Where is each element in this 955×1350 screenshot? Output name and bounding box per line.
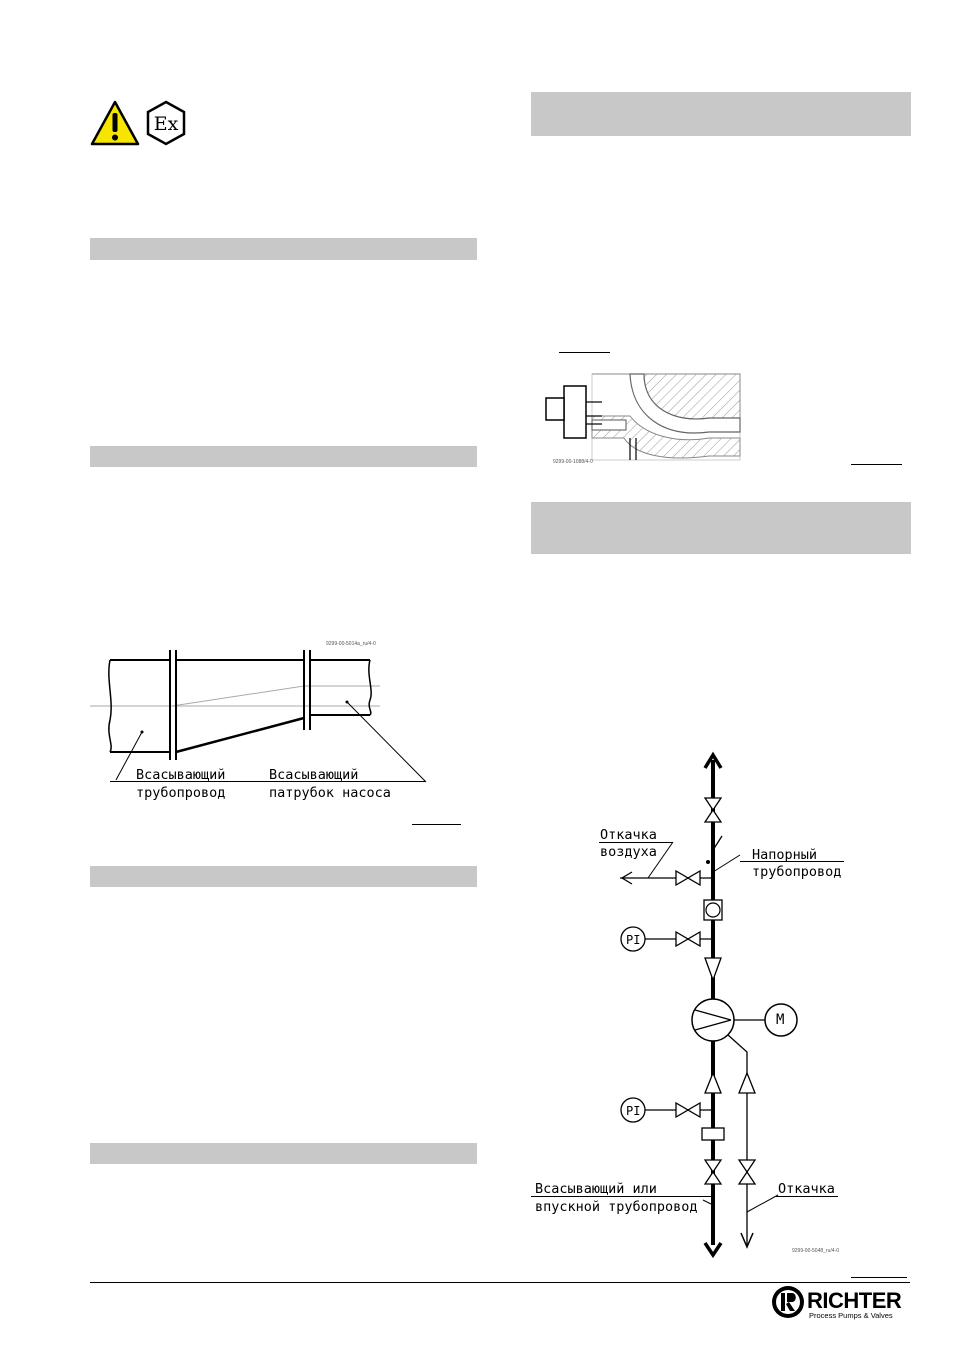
reducer-label-left-2: трубопровод [136, 785, 226, 801]
motor-label: M [776, 1012, 785, 1028]
reducer-label-underline [110, 781, 425, 782]
pressure-label-underline [740, 861, 844, 862]
brand-tagline: Process Pumps & Valves [809, 1311, 893, 1320]
footer-rule [90, 1282, 910, 1283]
pressure-label-2: трубопровод [752, 864, 842, 880]
suction-label-underline [531, 1196, 711, 1197]
liner-figure-code: 9299-00-1088/4-0 [553, 459, 593, 465]
valve-top-icon [705, 798, 721, 822]
reducer-figure-code: 9299-00-5014a_ru/4-0 [326, 641, 376, 647]
suction-label-1: Всасывающий или [535, 1181, 657, 1197]
air-label-underline [599, 842, 673, 843]
air-label-1: Откачка [600, 827, 657, 843]
richter-logo-icon [770, 1284, 806, 1320]
drain-label: Откачка [778, 1181, 835, 1197]
piping-figure-code: 9299-00-5048_ru/4-0 [792, 1248, 839, 1254]
brand-name: RICHTER [807, 1288, 902, 1313]
pi-top-label: PI [626, 933, 641, 947]
pressure-label-1: Напорный [752, 847, 818, 863]
reducer-figure-rule [412, 824, 461, 825]
section-header-bar-4 [90, 1143, 477, 1164]
suction-label-2: впускной трубопровод [535, 1199, 698, 1215]
reducer-label-left-1: Всасывающий [136, 767, 226, 783]
section-header-bar-5 [531, 92, 911, 136]
reducer-label-right-2: патрубок насоса [269, 785, 391, 801]
warning-triangle-icon [90, 100, 140, 146]
ex-hexagon-icon [143, 100, 189, 146]
liner-figure-rule [851, 464, 902, 465]
liner-section-diagram [534, 368, 744, 464]
ex-label: Ex [153, 113, 179, 135]
reducer-label-right-1: Всасывающий [269, 767, 359, 783]
reducer-diagram [90, 640, 480, 765]
air-label-2: воздуха [600, 844, 657, 860]
drain-label-underline [776, 1196, 838, 1197]
section-header-bar-1 [90, 238, 477, 260]
pi-bottom-label: PI [626, 1104, 641, 1118]
liner-figure-top-rule [559, 352, 610, 353]
section-header-bar-6 [531, 502, 911, 554]
section-header-bar-2 [90, 446, 477, 467]
piping-figure-rule [851, 1277, 907, 1278]
section-header-bar-3 [90, 866, 477, 887]
